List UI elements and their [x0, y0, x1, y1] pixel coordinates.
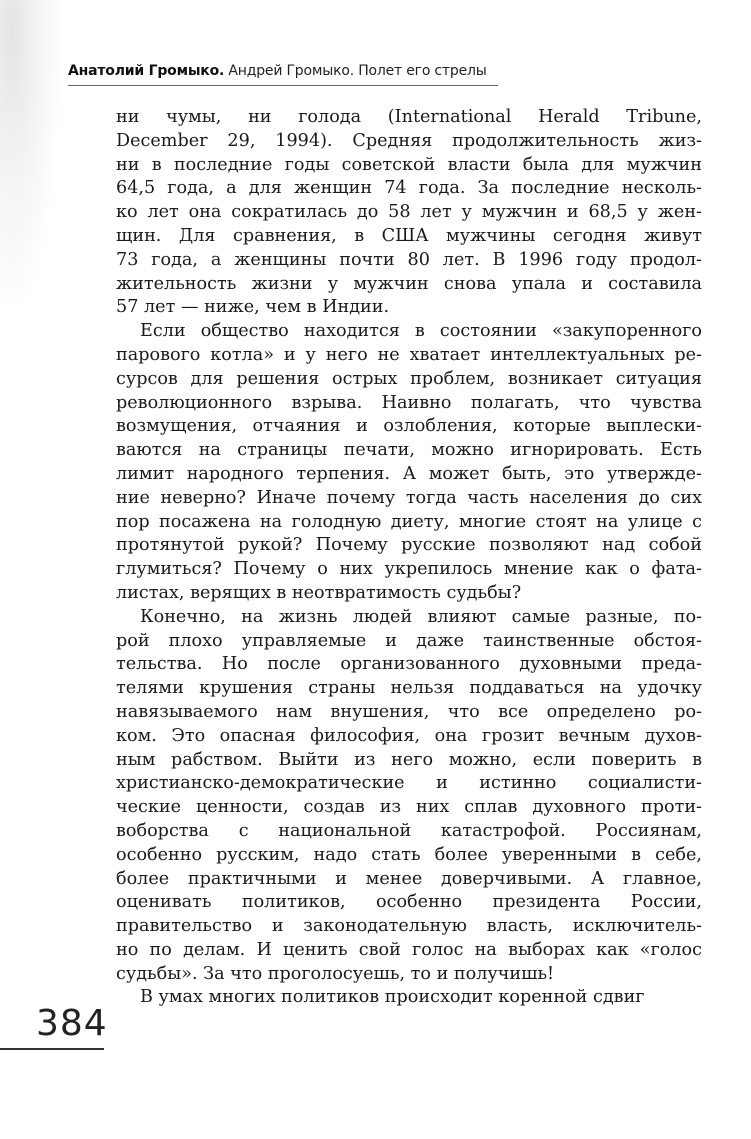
text-line: В умах многих политиков происходит коренной сдвиг: [140, 987, 645, 1008]
page-number: 384: [36, 1003, 108, 1044]
text-line: ком. Это опасная философия, она грозит вечным духов-: [116, 725, 702, 746]
text-line: ваются на страницы печати, можно игнорировать. Есть: [116, 440, 702, 461]
text-line: революционного взрыва. Наивно полагать, что чувства: [116, 392, 702, 413]
text-line: телями крушения страны нельзя поддаваться на удочку: [116, 678, 702, 699]
text-line: протянутой рукой? Почему русские позволяют над собой: [116, 535, 702, 556]
header-divider: [68, 85, 498, 86]
text-line: 57 лет — ниже, чем в Индии.: [116, 297, 390, 318]
text-line: судьбы». За что проголосуешь, то и получишь!: [116, 963, 555, 984]
text-line: ни в последние годы советской власти была для мужчин: [116, 154, 702, 175]
text-line: возмущения, отчаяния и озлобления, которые выплески-: [116, 416, 702, 437]
text-line: 73 года, а женщины почти 80 лет. В 1996 году продол-: [116, 249, 702, 270]
text-line: December 29, 1994). Средняя продолжительность жиз-: [116, 130, 702, 151]
text-line: но по делам. И ценить свой голос на выборах как «голос: [116, 939, 702, 960]
text-line: тельства. Но после организованного духовными преда-: [116, 654, 702, 675]
text-line: оценивать политиков, особенно президента России,: [116, 892, 702, 913]
text-line: жительность жизни у мужчин снова упала и составила: [116, 273, 702, 294]
text-line: щин. Для сравнения, в США мужчины сегодня живут: [116, 225, 702, 246]
text-line: пор посажена на голодную диету, многие стоят на улице с: [116, 511, 702, 532]
text-line: ным рабством. Выйти из него можно, если поверить в: [116, 749, 702, 770]
text-line: Конечно, на жизнь людей влияют самые разные, по-: [140, 606, 702, 627]
text-line: ни чумы, ни голода (International Herald Tribune,: [116, 107, 702, 127]
text-line: ние неверно? Иначе почему тогда часть населения до сих: [116, 487, 702, 508]
page-number-rule: [0, 1048, 104, 1050]
text-line: рой плохо управляемые и даже таинственные обстоя-: [116, 630, 702, 651]
text-line: глумиться? Почему о них укрепилось мнение как о фата-: [116, 559, 702, 580]
text-line: более практичными и менее доверчивыми. А главное,: [116, 868, 702, 889]
text-line: христианско-демократические и истинно социалисти-: [116, 773, 702, 794]
header-title: Андрей Громыко. Полет его стрелы: [228, 63, 487, 79]
text-line: Если общество находится в состоянии «закупоренного: [140, 321, 702, 342]
text-line: парового котла» и у него не хватает интеллектуальных ре-: [116, 344, 702, 365]
text-line: ко лет она сократилась до 58 лет у мужчин и 68,5 у жен-: [116, 202, 702, 223]
text-line: ческие ценности, создав из них сплав духовного проти-: [116, 797, 702, 818]
text-line: сурсов для решения острых проблем, возникает ситуация: [116, 368, 702, 389]
text-line: правительство и законодательную власть, исключитель-: [116, 916, 702, 937]
text-line: особенно русским, надо стать более уверенными в себе,: [116, 844, 702, 865]
running-header: [68, 63, 487, 79]
body-text: [116, 106, 702, 1010]
text-line: листах, верящих в неотвратимость судьбы?: [116, 582, 522, 603]
text-line: навязываемого нам внушения, что все определено ро-: [116, 701, 702, 722]
text-line: 64,5 года, а для женщин 74 года. За последние несколь-: [116, 178, 702, 199]
header-author: Анатолий Громыко.: [68, 63, 225, 79]
scan-shadow: [0, 0, 60, 300]
text-line: лимит народного терпения. А может быть, это утвержде-: [116, 463, 702, 484]
text-line: воборства с национальной катастрофой. Россиянам,: [116, 820, 702, 841]
